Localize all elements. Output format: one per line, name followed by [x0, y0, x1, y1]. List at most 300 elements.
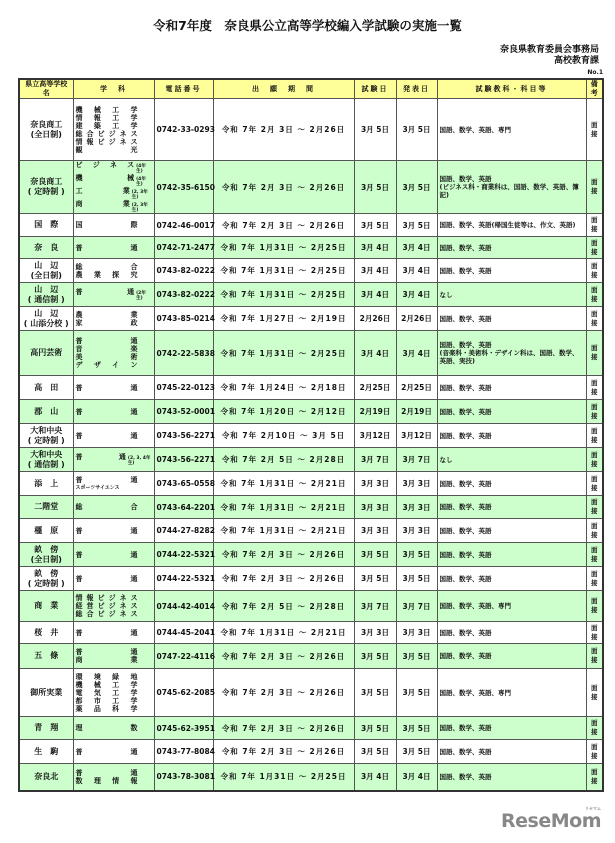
- school-name-line: 奈良商工: [30, 177, 63, 186]
- school-name: [19, 764, 73, 791]
- result-date: 3月 5日: [396, 717, 437, 740]
- department: [76, 114, 152, 122]
- school-name: [19, 424, 73, 448]
- department-name: 普通: [75, 475, 138, 484]
- application-period: 令和 7年 2月 5日 ～ 2月28日: [213, 448, 354, 472]
- exam-date: 3月12日: [354, 424, 396, 448]
- logo-subtext: リセマム: [585, 806, 601, 811]
- phone-number: 0743-52-0001: [154, 400, 213, 424]
- department-name: 情報ビジネス: [75, 137, 138, 146]
- department: [76, 681, 152, 689]
- phone-number: 0743-64-2201: [154, 496, 213, 519]
- exam-date: 3月 7日: [354, 591, 396, 622]
- exam-subjects: 国語、数学、英語: [437, 764, 586, 791]
- school-name-line: 郡 山: [34, 406, 59, 416]
- table-row: [19, 259, 603, 283]
- table-row: [19, 331, 603, 376]
- table-row: [19, 99, 603, 161]
- department-name: 総合ビジネス: [75, 610, 138, 618]
- resemom-logo: [501, 806, 601, 832]
- department: [76, 476, 152, 484]
- departments: [73, 214, 154, 237]
- department: [76, 353, 152, 361]
- department-name: ビジネス: [75, 161, 135, 169]
- school-name: [19, 591, 73, 622]
- department-name: 薬品科学: [75, 704, 138, 713]
- exam-subjects: 国語、数学、英語 (音楽科・美術科・デザイン科は、国語、数学、英語、実技): [437, 331, 586, 376]
- school-name: [19, 307, 73, 331]
- exam-subjects: 国語、数学、英語: [437, 424, 586, 448]
- department-name: 商業: [75, 200, 130, 208]
- result-date: 3月 3日: [396, 496, 437, 519]
- school-name-line: 奈 良: [34, 242, 59, 252]
- remarks: 面接: [586, 644, 603, 669]
- school-name-line: 山 辺: [34, 308, 59, 318]
- application-period: 令和 7年 1月31日 ～ 2月25日: [213, 259, 354, 283]
- phone-number: 0747-22-4116: [154, 644, 213, 669]
- department: [76, 146, 152, 154]
- table-row: [19, 214, 603, 237]
- exam-date: 3月 5日: [354, 161, 396, 214]
- school-name-line: 畝 傍: [34, 544, 59, 554]
- exam-subjects: 国語、数学、英語 (ビジネス科・商業科は、国語、数学、英語、簿記): [437, 161, 586, 214]
- column-header: 備考: [586, 79, 603, 99]
- school-name: [19, 669, 73, 717]
- phone-number: 0743-85-0214: [154, 307, 213, 331]
- remarks: 面接: [586, 283, 603, 307]
- school-name-line: ( 山添分校 ): [23, 318, 69, 328]
- school-name-line: 山 辺: [34, 284, 59, 294]
- grade-note: (2, 3年生): [131, 190, 148, 200]
- departments: [73, 740, 154, 764]
- department: [76, 174, 152, 187]
- department-name: 総合: [75, 262, 138, 271]
- departments: [73, 717, 154, 740]
- remarks: 面接: [586, 472, 603, 496]
- department-name: 音楽: [75, 345, 138, 353]
- school-name: [19, 161, 73, 214]
- result-date: 3月 7日: [396, 591, 437, 622]
- department-name: 数理情報: [75, 776, 138, 785]
- department: [76, 337, 152, 345]
- exam-subjects: 国語、数学、英語、専門: [437, 591, 586, 622]
- exam-subjects: 国語、数学、英語: [437, 237, 586, 259]
- school-name-line: (全日制): [30, 554, 62, 564]
- department-name: 情報工学: [75, 113, 138, 122]
- result-date: 2月19日: [396, 400, 437, 424]
- department-name: 総合ビジネス: [75, 129, 138, 138]
- school-name: [19, 496, 73, 519]
- exam-subjects: 国語、数学、英語: [437, 567, 586, 591]
- department: [76, 503, 152, 511]
- phone-number: 0744-45-2041: [154, 622, 213, 644]
- exam-date: 3月 5日: [354, 669, 396, 717]
- departments: [73, 448, 154, 472]
- remarks: 面接: [586, 214, 603, 237]
- department-name: デザイン: [75, 361, 138, 369]
- result-date: 3月 4日: [396, 764, 437, 791]
- application-period: 令和 7年 1月31日 ～ 2月21日: [213, 472, 354, 496]
- department: [76, 432, 152, 440]
- phone-number: 0743-82-0222: [154, 283, 213, 307]
- school-name-line: 生 駒: [34, 746, 59, 756]
- department-name: 普通: [75, 628, 138, 637]
- table-row: [19, 567, 603, 591]
- column-header: 試験日: [354, 79, 396, 99]
- remarks: 面接: [586, 448, 603, 472]
- application-period: 令和 7年 2月 3日 ～ 2月26日: [213, 717, 354, 740]
- phone-number: 0742-33-0293: [154, 99, 213, 161]
- exam-date: 3月 4日: [354, 283, 396, 307]
- application-period: 令和 7年 2月 3日 ～ 2月26日: [213, 543, 354, 567]
- department: [76, 602, 152, 610]
- school-name-line: 高 田: [34, 382, 59, 392]
- exam-subjects: 国語、数学、英語(帰国生徒等は、作文、英語): [437, 214, 586, 237]
- department: [76, 221, 152, 229]
- department: [76, 200, 152, 213]
- school-name: [19, 644, 73, 669]
- department: [76, 697, 152, 705]
- result-date: 3月 3日: [396, 622, 437, 644]
- phone-number: 0742-71-2477: [154, 237, 213, 259]
- remarks: 面接: [586, 424, 603, 448]
- school-name: [19, 567, 73, 591]
- department: [76, 629, 152, 637]
- school-name-line: 二階堂: [34, 502, 59, 511]
- school-name-line: 奈良北: [34, 771, 59, 781]
- department-name: 電気工学: [75, 688, 138, 697]
- result-date: 3月 7日: [396, 448, 437, 472]
- department: [76, 138, 152, 146]
- department-name: 普通: [75, 526, 138, 535]
- column-header: 電話番号: [154, 79, 213, 99]
- department-name: 農業探究: [75, 270, 138, 279]
- remarks: 面接: [586, 717, 603, 740]
- table-row: [19, 519, 603, 543]
- table-row: [19, 161, 603, 214]
- department-name: 普通: [75, 453, 126, 461]
- departments: [73, 567, 154, 591]
- phone-number: 0744-42-4014: [154, 591, 213, 622]
- department-name: 都市工学: [75, 696, 138, 705]
- department-name: スポーツサイエンス: [75, 484, 120, 491]
- department: [76, 319, 152, 327]
- school-name: [19, 400, 73, 424]
- exam-subjects: なし: [437, 448, 586, 472]
- department-name: 普通: [75, 768, 138, 777]
- phone-number: 0744-22-5321: [154, 567, 213, 591]
- school-name: [19, 519, 73, 543]
- result-date: 2月25日: [396, 376, 437, 400]
- department-name: 農業: [75, 310, 138, 319]
- departments: [73, 99, 154, 161]
- exam-date: 3月 5日: [354, 740, 396, 764]
- application-period: 令和 7年 1月24日 ～ 2月18日: [213, 376, 354, 400]
- department-name: 機械工学: [75, 105, 138, 114]
- school-name: [19, 740, 73, 764]
- school-name-line: 御所実業: [30, 687, 63, 697]
- phone-number: 0742-22-5838: [154, 331, 213, 376]
- departments: [73, 400, 154, 424]
- exam-date: 3月 5日: [354, 543, 396, 567]
- phone-number: 0744-22-5321: [154, 543, 213, 567]
- departments: [73, 543, 154, 567]
- application-period: 令和 7年 2月 5日 ～ 2月28日: [213, 591, 354, 622]
- department-name: 普通: [75, 574, 138, 583]
- department: [76, 263, 152, 271]
- department-name: 機械工学: [75, 680, 138, 689]
- application-period: 令和 7年 1月31日 ～ 2月21日: [213, 496, 354, 519]
- grade-note: (2年生): [136, 291, 146, 301]
- department-name: 普通: [75, 383, 138, 392]
- departments: [73, 161, 154, 214]
- exam-subjects: 国語、数学、英語: [437, 717, 586, 740]
- school-name-line: 国 際: [34, 220, 59, 229]
- departments: [73, 472, 154, 496]
- exam-date: 3月 5日: [354, 99, 396, 161]
- department: [76, 551, 152, 559]
- result-date: 3月 3日: [396, 472, 437, 496]
- application-period: 令和 7年 2月 3日 ～ 2月26日: [213, 567, 354, 591]
- department: [76, 345, 152, 353]
- result-date: 3月 3日: [396, 519, 437, 543]
- school-name: [19, 237, 73, 259]
- phone-number: 0742-46-0017: [154, 214, 213, 237]
- table-row: [19, 472, 603, 496]
- phone-number: 0743-82-0222: [154, 259, 213, 283]
- school-name-line: ( 定時制 ): [27, 187, 65, 196]
- phone-number: 0742-35-6150: [154, 161, 213, 214]
- remarks: 面接: [586, 591, 603, 622]
- phone-number: 0743-65-0558: [154, 472, 213, 496]
- department-name: 総合: [75, 503, 138, 511]
- application-period: 令和 7年 1月31日 ～ 2月25日: [213, 331, 354, 376]
- header-row: [19, 79, 603, 99]
- result-date: 3月 5日: [396, 740, 437, 764]
- department: [76, 244, 152, 252]
- exam-subjects: 国語、数学、英語: [437, 622, 586, 644]
- department-name: 普通: [75, 407, 138, 416]
- table-row: [19, 376, 603, 400]
- exam-subjects: なし: [437, 283, 586, 307]
- column-header: 出 願 期 間: [213, 79, 354, 99]
- table-row: [19, 717, 603, 740]
- department: [76, 361, 152, 369]
- department-name: 普通: [75, 648, 138, 656]
- school-name: [19, 331, 73, 376]
- application-period: 令和 7年 1月20日 ～ 2月12日: [213, 400, 354, 424]
- department-name: 情報ビジネス: [75, 594, 138, 602]
- remarks: 面接: [586, 622, 603, 644]
- school-name-line: 橿 原: [34, 525, 59, 535]
- department-name: 環境緑地: [75, 672, 138, 681]
- school-name-line: ( 通信制 ): [27, 459, 65, 469]
- table-row: [19, 644, 603, 669]
- exam-date: 3月 3日: [354, 472, 396, 496]
- department: [76, 408, 152, 416]
- department: [76, 648, 152, 656]
- table-row: [19, 237, 603, 259]
- exam-date: 3月 3日: [354, 622, 396, 644]
- school-name: [19, 259, 73, 283]
- department-name: 商業: [75, 656, 138, 664]
- grade-note: (4年生): [136, 177, 146, 187]
- table-row: [19, 764, 603, 791]
- remarks: 面接: [586, 237, 603, 259]
- departments: [73, 764, 154, 791]
- department: [76, 484, 152, 492]
- result-date: 3月 5日: [396, 644, 437, 669]
- department: [76, 656, 152, 664]
- result-date: 3月 5日: [396, 161, 437, 214]
- department-name: 経営ビジネス: [75, 602, 138, 610]
- school-name: [19, 376, 73, 400]
- column-header: 学 科: [73, 79, 154, 99]
- table-row: [19, 740, 603, 764]
- remarks: 面接: [586, 307, 603, 331]
- school-name-line: (全日制): [30, 129, 62, 139]
- school-name-line: ( 通信制 ): [27, 294, 65, 304]
- departments: [73, 331, 154, 376]
- exam-subjects: 国語、数学、英語: [437, 644, 586, 669]
- remarks: 面接: [586, 496, 603, 519]
- exam-date: 3月 3日: [354, 519, 396, 543]
- application-period: 令和 7年 1月31日 ～ 2月21日: [213, 622, 354, 644]
- application-period: 令和 7年 2月 3日 ～ 2月26日: [213, 99, 354, 161]
- phone-number: 0743-77-8084: [154, 740, 213, 764]
- grade-note: (2, 3, 4年生): [127, 456, 151, 466]
- exam-date: 3月 5日: [354, 644, 396, 669]
- phone-number: 0744-27-8282: [154, 519, 213, 543]
- school-name-line: 大和中央: [30, 449, 63, 459]
- department: [76, 453, 152, 466]
- application-period: 令和 7年 2月 3日 ～ 2月26日: [213, 669, 354, 717]
- remarks: 面接: [586, 400, 603, 424]
- school-name-line: 桜 井: [34, 627, 59, 637]
- exam-date: 3月 5日: [354, 567, 396, 591]
- exam-subjects: 国語、数学、英語、専門: [437, 669, 586, 717]
- department: [76, 610, 152, 618]
- department: [76, 122, 152, 130]
- school-name: [19, 448, 73, 472]
- result-date: 3月 4日: [396, 283, 437, 307]
- department-name: 理数: [75, 724, 138, 732]
- application-period: 令和 7年 1月27日 ～ 2月19日: [213, 307, 354, 331]
- result-date: 2月26日: [396, 307, 437, 331]
- school-name: [19, 283, 73, 307]
- school-name-line: 奈良商工: [30, 119, 63, 129]
- department-name: 普通: [75, 550, 138, 559]
- application-period: 令和 7年 2月 3日 ～ 2月26日: [213, 161, 354, 214]
- result-date: 3月 4日: [396, 259, 437, 283]
- department-name: 普通: [75, 337, 138, 345]
- remarks: 面接: [586, 519, 603, 543]
- departments: [73, 669, 154, 717]
- result-date: 3月 5日: [396, 567, 437, 591]
- school-name-line: 青 翔: [34, 723, 59, 732]
- result-date: 3月12日: [396, 424, 437, 448]
- department-name: 建築工学: [75, 121, 138, 130]
- exam-subjects: 国語、数学、英語: [437, 519, 586, 543]
- application-period: 令和 7年 2月 3日 ～ 2月26日: [213, 644, 354, 669]
- department: [76, 288, 152, 301]
- department: [76, 575, 152, 583]
- exam-subjects: 国語、数学、英語: [437, 740, 586, 764]
- table-row: [19, 448, 603, 472]
- department: [76, 705, 152, 713]
- department-name: 普通: [75, 431, 138, 440]
- column-header: 発表日: [396, 79, 437, 99]
- result-date: 3月 5日: [396, 99, 437, 161]
- department-name: 普通: [75, 243, 138, 252]
- department-name: 家政: [75, 318, 138, 327]
- department: [76, 271, 152, 279]
- department-name: 観光: [75, 145, 138, 154]
- remarks: 面接: [586, 669, 603, 717]
- exam-date: 3月 4日: [354, 259, 396, 283]
- exam-date: 3月 5日: [354, 717, 396, 740]
- school-name-line: 大和中央: [30, 425, 63, 435]
- departments: [73, 424, 154, 448]
- table-row: [19, 543, 603, 567]
- application-period: 令和 7年 2月 3日 ～ 2月26日: [213, 740, 354, 764]
- department-name: 美術: [75, 353, 138, 361]
- exam-date: 3月 3日: [354, 496, 396, 519]
- school-name-line: ( 定時制 ): [27, 435, 65, 445]
- phone-number: 0745-62-2085: [154, 669, 213, 717]
- department: [76, 187, 152, 200]
- exam-date: 3月 5日: [354, 214, 396, 237]
- remarks: 面接: [586, 543, 603, 567]
- exam-subjects: 国語、数学、英語: [437, 472, 586, 496]
- table-row: [19, 496, 603, 519]
- department: [76, 384, 152, 392]
- departments: [73, 519, 154, 543]
- departments: [73, 622, 154, 644]
- exam-subjects: 国語、数学、英語: [437, 376, 586, 400]
- exam-date: 3月 4日: [354, 331, 396, 376]
- document-title: 令和7年度 奈良県公立高等学校編入学試験の実施一覧: [153, 18, 462, 33]
- table-row: [19, 669, 603, 717]
- table-row: [19, 591, 603, 622]
- application-period: 令和 7年 2月10日 ～ 3月 5日: [213, 424, 354, 448]
- application-period: 令和 7年 2月 3日 ～ 2月26日: [213, 214, 354, 237]
- exam-date: 3月 4日: [354, 237, 396, 259]
- department-name: 工業: [75, 187, 130, 195]
- departments: [73, 376, 154, 400]
- exam-subjects: 国語、数学、英語: [437, 543, 586, 567]
- remarks: 面接: [586, 259, 603, 283]
- remarks: 面接: [586, 376, 603, 400]
- departments: [73, 259, 154, 283]
- phone-number: 0743-78-3081: [154, 764, 213, 791]
- department: [76, 130, 152, 138]
- school-name: [19, 99, 73, 161]
- departments: [73, 237, 154, 259]
- exam-subjects: 国語、数学、英語: [437, 496, 586, 519]
- phone-number: 0743-56-2271: [154, 448, 213, 472]
- remarks: 面接: [586, 567, 603, 591]
- school-name-line: ( 定時制 ): [27, 578, 65, 588]
- departments: [73, 644, 154, 669]
- school-name-line: 添 上: [34, 478, 59, 488]
- department: [76, 106, 152, 114]
- school-name-line: 山 辺: [34, 260, 59, 270]
- remarks: 面接: [586, 740, 603, 764]
- school-name: [19, 543, 73, 567]
- department: [76, 689, 152, 697]
- exam-date: 2月25日: [354, 376, 396, 400]
